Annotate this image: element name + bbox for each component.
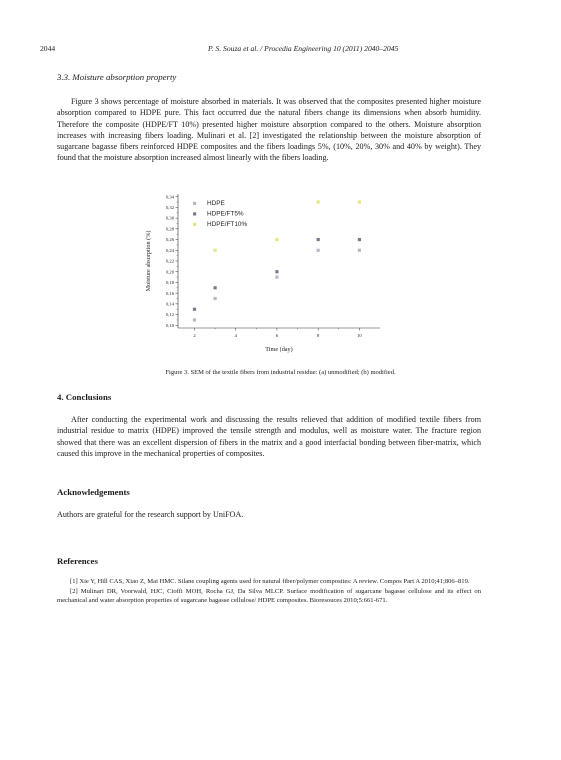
data-point <box>214 249 217 252</box>
legend-label: HDPE/FT5% <box>207 210 244 218</box>
acknowledgements-paragraph: Authors are grateful for the research support by UniFOA. <box>57 510 244 519</box>
legend-marker <box>193 202 196 205</box>
y-tick-label: 0,16 <box>165 290 174 296</box>
moisture-absorption-chart <box>140 186 390 358</box>
journal-citation: P. S. Souza et al. / Procedia Engineering 10 (2011) 2040–2045 <box>208 44 399 53</box>
legend-label: HDPE <box>207 200 225 207</box>
x-tick-label: 8 <box>317 333 320 338</box>
y-tick-label: 0,34 <box>165 194 174 200</box>
reference-item: [2] Mulinari DR, Voorwald, HJC, Cioffi MOH, Rocha GJ, Da Silva MLCP. Surface modification of sugarcane bagasse cellulose and its effect on mechanical and water absorption properties of sugarcane bagasse cellulose/ HDPE composites. Bioresouces 2010;5:661-671. <box>57 587 481 605</box>
x-tick-label: 2 <box>193 333 196 338</box>
page-number: 2044 <box>40 44 56 53</box>
data-point <box>193 308 196 311</box>
legend-marker <box>193 223 196 226</box>
y-tick-label: 0,10 <box>165 322 174 328</box>
data-point <box>275 270 278 273</box>
legend-marker <box>193 212 196 215</box>
section-4-title: 4. Conclusions <box>57 392 112 402</box>
y-tick-label: 0,14 <box>165 301 174 307</box>
data-point <box>214 297 217 300</box>
data-point <box>317 238 320 241</box>
running-head <box>40 44 521 56</box>
data-point <box>317 200 320 203</box>
x-tick-label: 10 <box>357 333 362 338</box>
data-point <box>275 275 278 278</box>
data-point <box>358 200 361 203</box>
data-point <box>193 318 196 321</box>
data-point <box>358 249 361 252</box>
y-tick-label: 0,30 <box>165 215 174 221</box>
data-point <box>358 238 361 241</box>
data-point <box>275 238 278 241</box>
references-title: References <box>57 556 98 566</box>
y-tick-label: 0,18 <box>165 280 174 286</box>
x-tick-label: 6 <box>275 333 279 338</box>
data-point <box>317 249 320 252</box>
y-tick-label: 0,12 <box>165 312 174 318</box>
section-3-3-paragraph: Figure 3 shows percentage of moisture absorbed in materials. It was observed that the composites presented higher moisture absorption compared to HDPE pure. This fact occurred due the natural fibers change its dimensions when absorb humidity. Therefore the composite (HDPE/FT 10%) presented higher moisture absorption compared to the others. Moisture absorption increases with increasing fibers loading. Mulinari et al. [2] investigated the relationship between the moisture absorption of sugarcane bagasse fibers reinforced HDPE composites and the fibers loadings 5%, (10%, 20%, 30% and 40% by weight). They found that the moisture absorption increased almost linearly with the fibers loading. <box>57 97 481 163</box>
y-tick-label: 0,22 <box>165 258 174 264</box>
y-tick-label: 0,24 <box>165 247 174 253</box>
y-tick-label: 0,20 <box>165 269 174 275</box>
references-list <box>57 577 481 606</box>
section-4-paragraph: After conducting the experimental work and discussing the results relieved that addition of modified textile fibers from industrial residue to matrix (HDPE) improved the tensile strength and modulus, well as moisture water. The fracture region showed that there was an excellent dispersion of fibers in the matrix and a good interfacial bonding between fiber-matrix, which caused this improve in the mechanical properties of composites. <box>57 415 481 458</box>
section-3-3-title: 3.3. Moisture absorption property <box>57 72 177 82</box>
y-tick-label: 0,32 <box>165 205 174 210</box>
y-tick-label: 0,28 <box>165 226 174 232</box>
y-axis-label: Moisture absorption (%) <box>145 230 152 292</box>
x-axis-label: Time (day) <box>265 346 293 353</box>
y-tick-label: 0,26 <box>165 237 174 243</box>
reference-item: [1] Xie Y, Hill CAS, Xiao Z, Mai HMC. Silane coupling agents used for natural fiber/polymer composites: A review. Compos Part A 2010;41;806–819. <box>70 578 470 585</box>
data-point <box>214 286 217 289</box>
acknowledgements-title: Acknowledgements <box>57 487 130 497</box>
legend-label: HDPE/FT10% <box>207 221 248 228</box>
x-tick-label: 4 <box>234 333 237 338</box>
figure-caption: Figure 3. SEM of the textile fibers from industrial residue: (a) unmodified; (b) modified. <box>165 369 396 376</box>
